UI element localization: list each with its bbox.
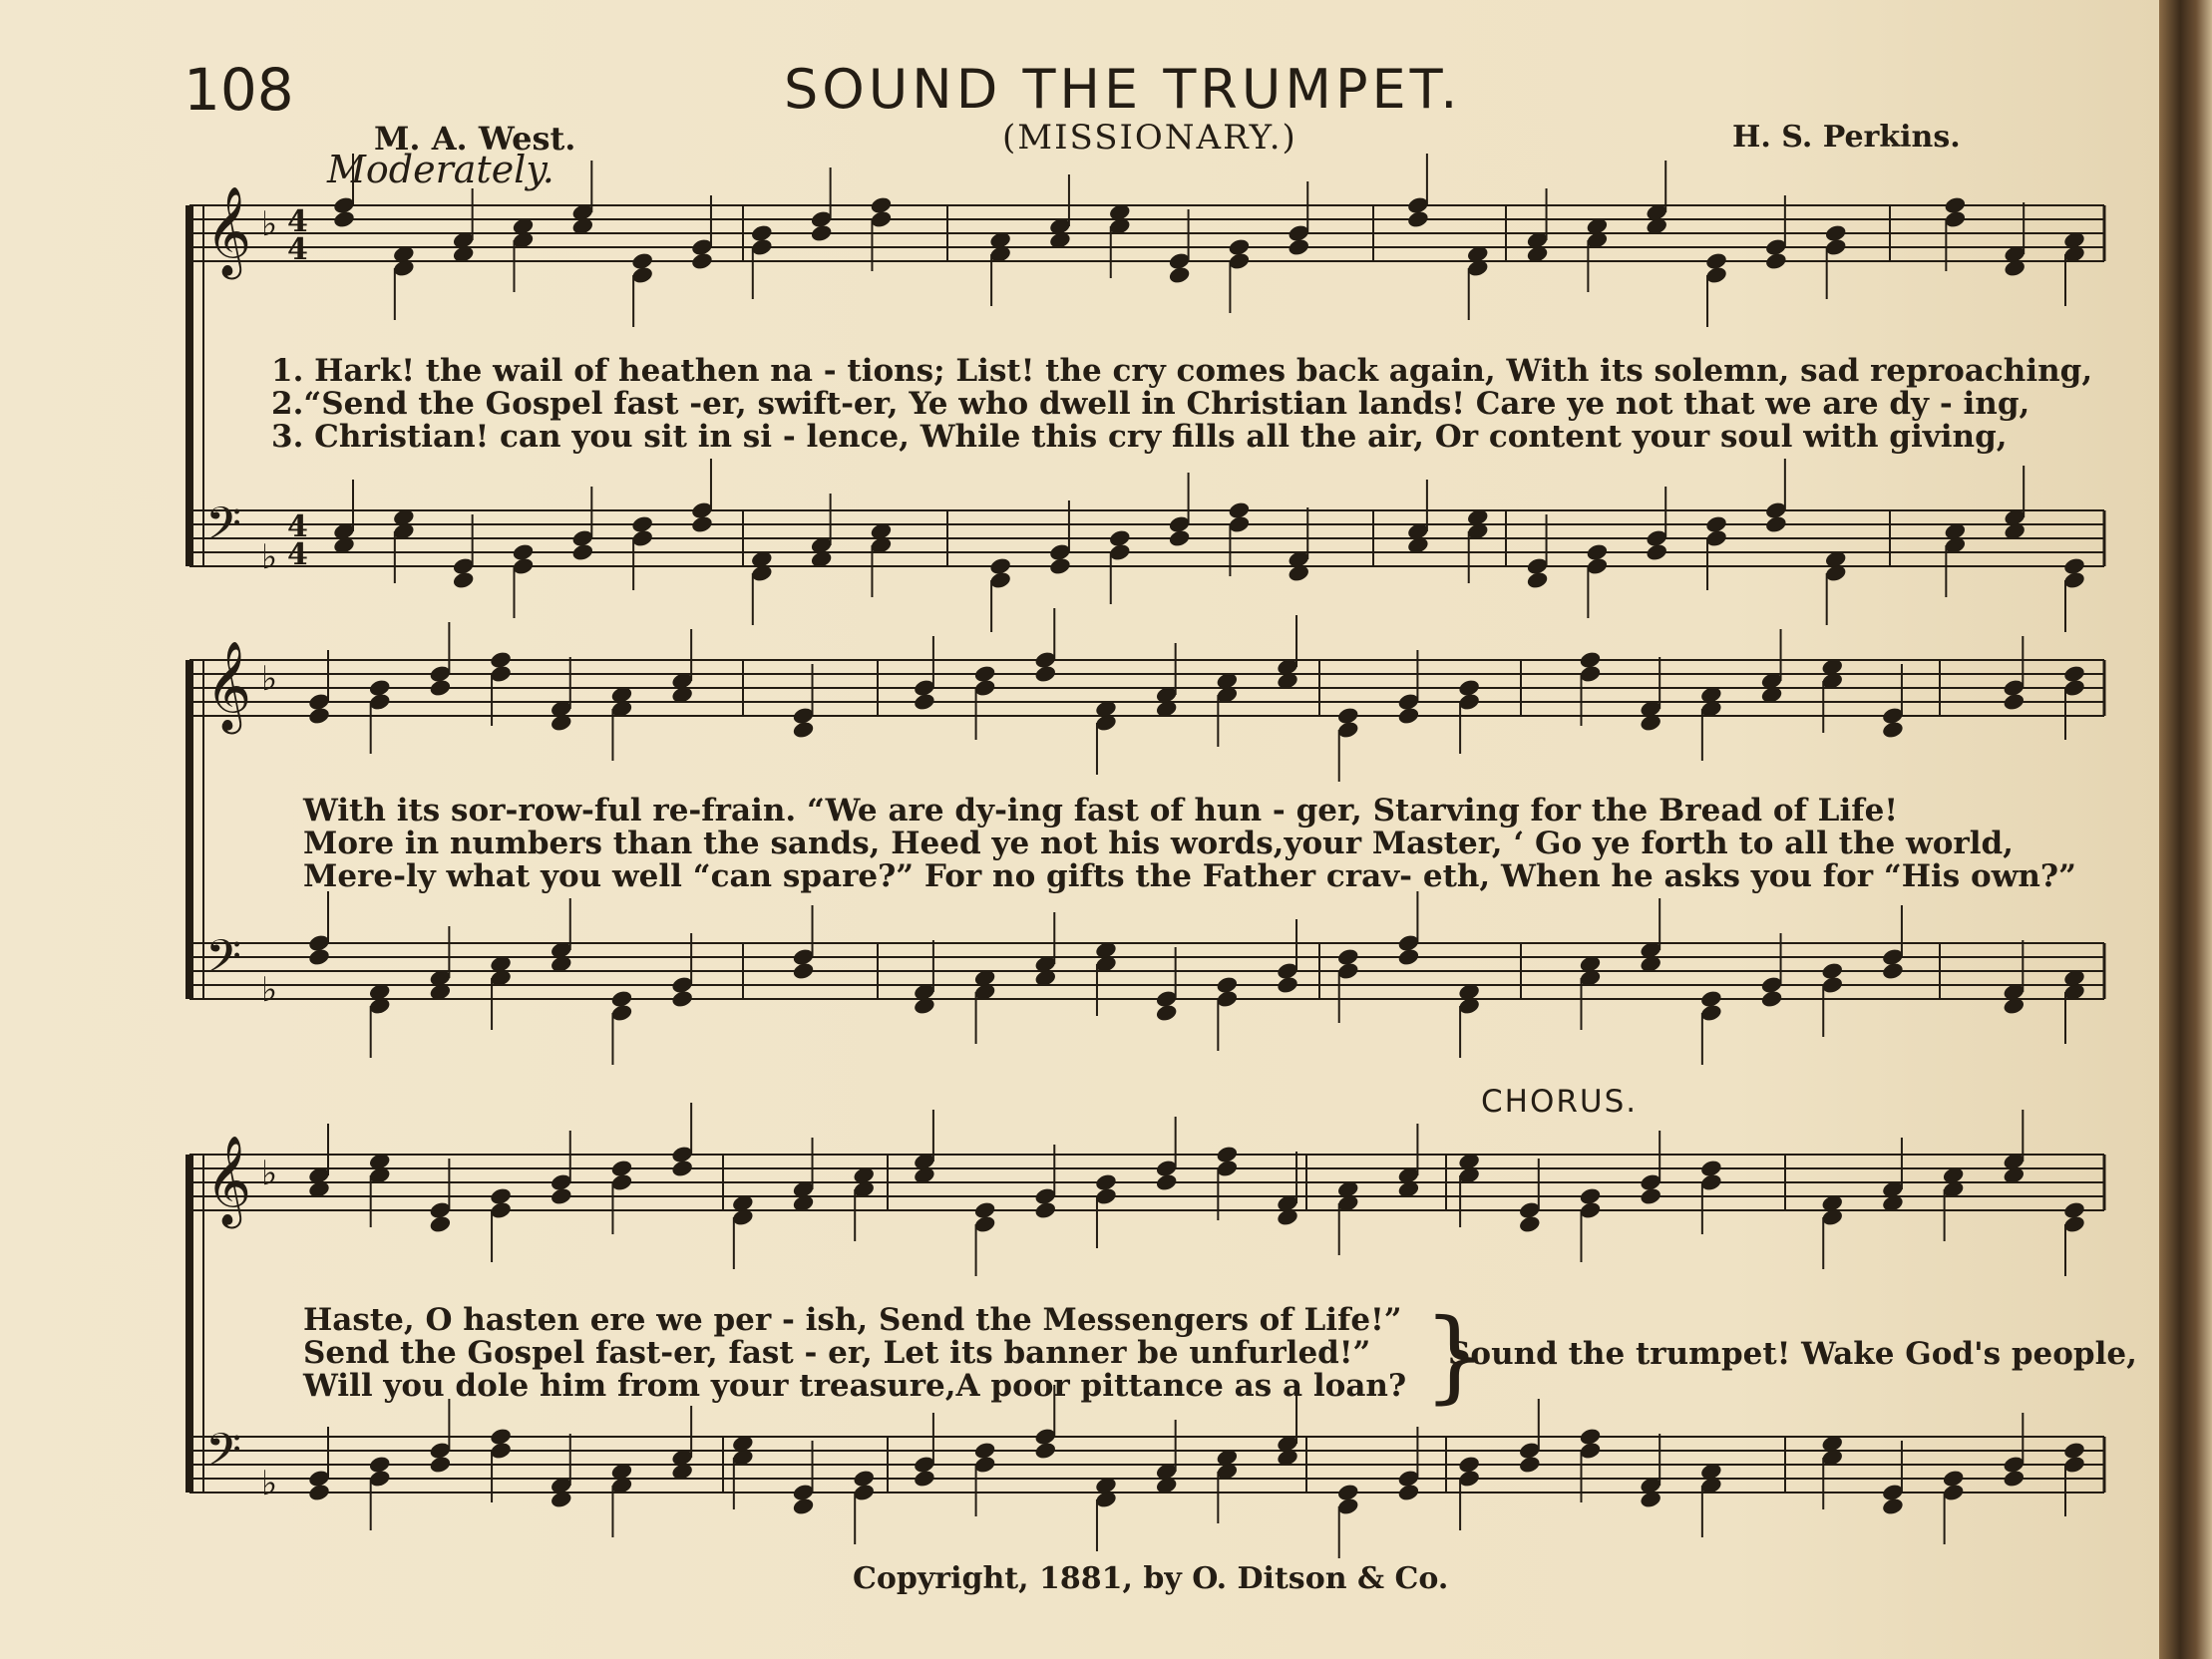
note-head-icon: [610, 989, 634, 1009]
hymn-subtitle: (MISSIONARY.): [1002, 118, 1297, 158]
note-head-icon: [1108, 528, 1132, 548]
lyric-verse-2-line-2: More in numbers than the sands, Heed ye not his words,your Master, ‘ Go ye forth to all the world,: [303, 826, 2014, 861]
note-head-icon: [1704, 251, 1728, 271]
key-flat-icon: ♭: [261, 204, 278, 244]
note-head-icon: [1579, 1186, 1603, 1206]
note-head-icon: [1944, 195, 1968, 215]
note-head-icon: [1586, 542, 1610, 562]
note-head-icon: [1216, 1145, 1240, 1164]
page-number: 108: [184, 56, 294, 124]
key-flat-icon: ♭: [261, 537, 278, 577]
chorus-label: CHORUS.: [1481, 1084, 1639, 1120]
note-head-icon: [1824, 223, 1848, 243]
note-head-icon: [1820, 961, 1844, 981]
system-bracket: [185, 660, 193, 999]
note-head-icon: [750, 223, 774, 243]
note-head-icon: [368, 1455, 392, 1475]
note-head-icon: [1228, 500, 1252, 520]
verse-brace: }: [1423, 1297, 1487, 1414]
treble-clef-icon: 𝄞: [205, 641, 252, 731]
composer-credit: H. S. Perkins.: [1732, 120, 1961, 155]
note-head-icon: [2062, 556, 2086, 576]
key-flat-icon: ♭: [261, 1464, 278, 1503]
note-head-icon: [1336, 706, 1360, 726]
note-head-icon: [870, 195, 894, 215]
note-head-icon: [1094, 1172, 1118, 1192]
bass-clef-icon: 𝄢: [205, 1424, 242, 1489]
treble-clef-icon: 𝄞: [205, 1136, 252, 1225]
note-head-icon: [973, 664, 997, 684]
note-head-icon: [630, 251, 654, 271]
treble-clef-icon: 𝄞: [205, 186, 252, 276]
system-bracket: [185, 1155, 193, 1493]
lyric-verse-2-line-1: 2.“Send the Gospel fast -er, swift-er, Ye who dwell in Christian lands! Care ye not that we are dy - ing,: [271, 386, 2030, 422]
note-head-icon: [610, 1159, 634, 1178]
tempo-marking: Moderately.: [327, 148, 554, 191]
note-head-icon: [489, 650, 513, 670]
time-signature-icon: 4: [287, 537, 308, 572]
note-head-icon: [1579, 1427, 1603, 1447]
copyright-notice: Copyright, 1881, by O. Ditson & Co.: [853, 1561, 1449, 1596]
hymn-title: SOUND THE TRUMPET.: [784, 58, 1462, 121]
lyric-verse-3-line-3: Will you dole him from your treasure,A poor pittance as a loan?: [303, 1368, 1407, 1404]
system-bracket: [185, 205, 193, 566]
lyric-verse-1-line-3: Haste, O hasten ere we per - ish, Send the Messengers of Life!”: [303, 1302, 1402, 1338]
note-head-icon: [973, 1441, 997, 1461]
note-head-icon: [1699, 1159, 1723, 1178]
note-head-icon: [1704, 514, 1728, 534]
note-head-icon: [489, 1427, 513, 1447]
key-flat-icon: ♭: [261, 1154, 278, 1193]
note-head-icon: [1336, 1483, 1360, 1502]
time-signature-icon: 4: [287, 232, 308, 267]
time-signature-icon: 4: [287, 204, 308, 239]
lyric-verse-2-line-3: Send the Gospel fast-er, fast - er, Let its banner be unfurled!”: [303, 1335, 1371, 1371]
note-head-icon: [512, 542, 536, 562]
note-head-icon: [630, 514, 654, 534]
note-head-icon: [1228, 237, 1252, 257]
lyricist-credit: M. A. West.: [374, 120, 576, 158]
note-head-icon: [988, 556, 1012, 576]
note-head-icon: [489, 1186, 513, 1206]
note-head-icon: [1942, 1469, 1966, 1489]
note-head-icon: [1457, 1455, 1481, 1475]
note-head-icon: [1216, 975, 1240, 995]
note-head-icon: [2062, 664, 2086, 684]
lyric-verse-1-line-2: With its sor-row-ful re-frain. “We are dy-ing fast of hun - ger, Starving for the Bread of Life!: [303, 793, 1898, 829]
lyric-verse-1-line-1: 1. Hark! the wail of heathen na - tions; List! the cry comes back again, With its solemn, sad reproaching,: [271, 353, 2093, 389]
bass-clef-icon: 𝄢: [205, 930, 242, 995]
note-head-icon: [2062, 1200, 2086, 1220]
note-head-icon: [1579, 650, 1603, 670]
note-head-icon: [852, 1469, 876, 1489]
key-flat-icon: ♭: [261, 970, 278, 1010]
lyric-verse-3-line-2: Mere-ly what you well “can spare?” For no gifts the Father crav- eth, When he asks you for “His own?”: [303, 858, 2076, 894]
lyric-verse-3-line-1: 3. Christian! can you sit in si - lence, While this cry fills all the air, Or content your soul with giving,: [271, 419, 2008, 455]
time-signature-icon: 4: [287, 509, 308, 544]
bass-clef-icon: 𝄢: [205, 498, 242, 562]
note-head-icon: [1457, 678, 1481, 698]
key-flat-icon: ♭: [261, 659, 278, 699]
note-head-icon: [1336, 947, 1360, 967]
note-head-icon: [973, 1200, 997, 1220]
chorus-lyric: Sound the trumpet! Wake God's people,: [1448, 1336, 2137, 1372]
note-head-icon: [368, 678, 392, 698]
note-head-icon: [2062, 1441, 2086, 1461]
note-head-icon: [1699, 989, 1723, 1009]
